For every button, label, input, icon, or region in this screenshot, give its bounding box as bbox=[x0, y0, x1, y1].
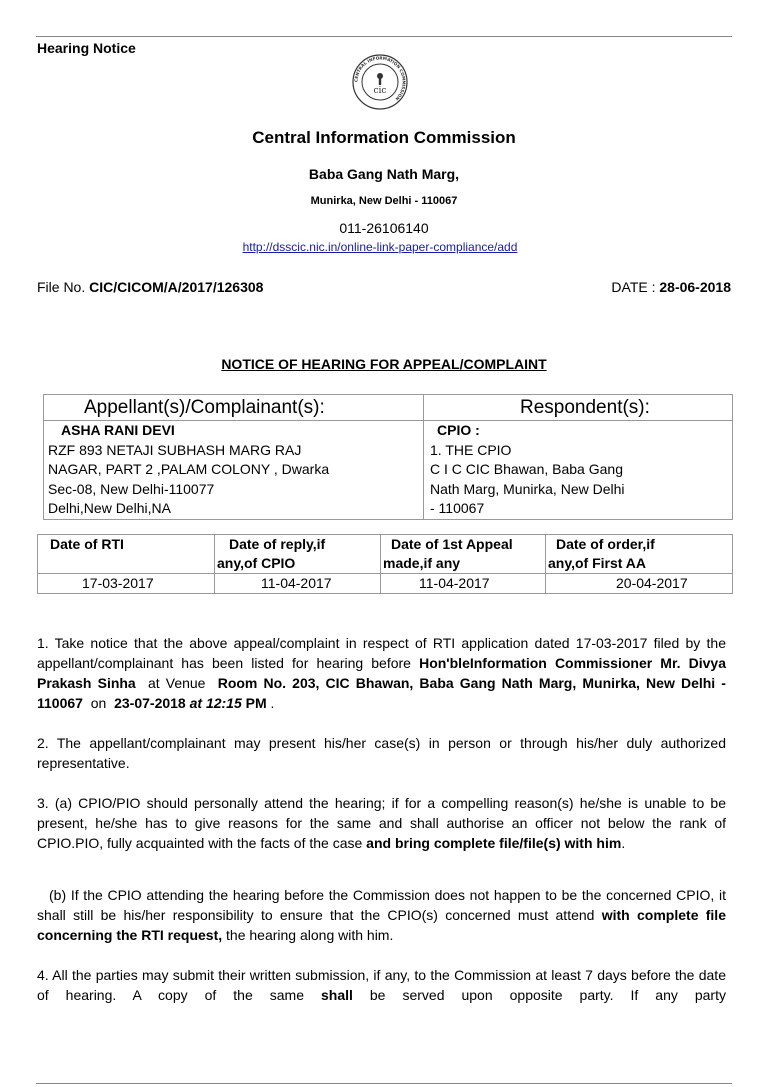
paragraph-2-text: 2. The appellant/complainant may present his/her case(s) in person or through his/her duly authorized representative. bbox=[37, 735, 726, 771]
date-header-text: Date of 1st Appeal bbox=[391, 536, 513, 552]
respondent-header: Respondent(s): bbox=[424, 395, 733, 421]
notice-date: 28-06-2018 bbox=[659, 279, 731, 295]
date-of-order-value: 20-04-2017 bbox=[546, 574, 733, 594]
org-address-line1: Baba Gang Nath Marg, bbox=[308, 166, 460, 182]
org-phone: 011-26106140 bbox=[339, 220, 429, 236]
appellant-header: Appellant(s)/Complainant(s): bbox=[44, 395, 424, 421]
date-of-first-appeal-value: 11-04-2017 bbox=[381, 574, 546, 594]
hearing-venue: Room No. 203, CIC Bhawan, Baba Gang Nath Marg, Munirka, New Delhi - 110067 bbox=[37, 675, 726, 711]
paragraph-1-text: at Venue bbox=[135, 675, 218, 691]
date-header-cell bbox=[38, 535, 215, 574]
paragraph-4-text: be served upon opposite party. If any party bbox=[352, 987, 726, 1003]
paragraph-1-text: 1. Take notice that the above appeal/complaint in respect of RTI application dated 17-03-2017 filed by the appellant/complainant has been listed for hearing before bbox=[37, 635, 726, 671]
date-header-text: made,if any bbox=[383, 555, 461, 571]
appellant-address-line: RZF 893 NETAJI SUBHASH MARG RAJ bbox=[48, 441, 302, 458]
date-header-text: any,of CPIO bbox=[217, 555, 296, 571]
svg-text:CENTRAL INFORMATION COMMISSION: CENTRAL INFORMATION COMMISSION bbox=[353, 55, 407, 102]
paragraph-4-text: 4. All the parties may submit their written submission, if any, to the Commission at least 7 days before the date of hearing. A copy of the same bbox=[37, 967, 726, 1003]
hearing-date: 23-07-2018 bbox=[114, 695, 186, 711]
top-rule bbox=[36, 36, 732, 37]
respondent-address-line: 1. THE CPIO bbox=[430, 441, 512, 458]
notice-title bbox=[0, 356, 768, 372]
date-header-cell bbox=[215, 535, 381, 574]
respondent-address-line: C I C CIC Bhawan, Baba Gang bbox=[430, 461, 623, 477]
paragraph-2 bbox=[37, 733, 726, 773]
date-header-cell bbox=[546, 535, 733, 574]
respondent-address-line: Nath Marg, Munirka, New Delhi bbox=[430, 480, 625, 497]
respondent-cell bbox=[424, 421, 733, 520]
paragraph-1 bbox=[37, 633, 726, 713]
paragraph-3a-text: 3. (a) CPIO/PIO should personally attend the hearing; if for a compelling reason(s) he/she is unable to be present, he/she has to give reasons for the same and shall authorise an officer not below the rank of CPIO.PIO, fully acquainted with the facts of the case bbox=[37, 795, 726, 851]
shall-emphasis: shall bbox=[320, 987, 353, 1003]
paragraph-4 bbox=[37, 965, 726, 1005]
notice-title-text: NOTICE OF HEARING FOR APPEAL/COMPLAINT bbox=[221, 356, 547, 372]
bottom-rule bbox=[36, 1083, 732, 1084]
file-number-row bbox=[37, 279, 263, 295]
paragraph-3b-text: (b) If the CPIO attending the hearing before the Commission does not happen to be the concerned CPIO, it shall still be his/her responsibility to ensure that the CPIO(s) concerned must attend bbox=[37, 887, 726, 923]
commissioner-name: Hon'bleInformation Commissioner Mr. Divya Prakash Sinha bbox=[37, 655, 726, 691]
appellant-address-line: Delhi,New Delhi,NA bbox=[48, 500, 171, 516]
appellant-name: ASHA RANI DEVI bbox=[61, 422, 175, 438]
org-name: Central Information Commission bbox=[252, 128, 516, 147]
hearing-time-meridiem: PM bbox=[245, 695, 267, 711]
date-header-text: any,of First AA bbox=[548, 555, 647, 571]
file-number-label: File No. bbox=[37, 279, 86, 295]
paragraph-3a bbox=[37, 793, 726, 853]
appellant-address-line: NAGAR, PART 2 ,PALAM COLONY , Dwarka bbox=[48, 461, 330, 477]
bring-file-instruction: and bring complete file/file(s) with him bbox=[366, 835, 622, 851]
dates-table bbox=[37, 534, 733, 594]
date-row bbox=[611, 279, 731, 295]
date-header-text: Date of order,if bbox=[556, 536, 655, 552]
date-header-text: Date of reply,if bbox=[229, 536, 326, 552]
date-of-rti-value: 17-03-2017 bbox=[38, 574, 215, 594]
file-number: CIC/CICOM/A/2017/126308 bbox=[89, 279, 264, 295]
paragraph-1-text: on bbox=[82, 695, 115, 711]
compliance-link[interactable]: http://dsscic.nic.in/online-link-paper-compliance/add bbox=[242, 240, 518, 254]
hearing-time: at 12:15 bbox=[189, 695, 242, 711]
org-address-line2: Munirka, New Delhi - 110067 bbox=[310, 195, 458, 207]
paragraph-1-text: . bbox=[266, 695, 275, 711]
cic-seal-logo bbox=[352, 54, 408, 110]
paragraph-3b bbox=[37, 885, 726, 945]
date-header-text: Date of RTI bbox=[50, 536, 124, 552]
org-url-row bbox=[0, 240, 760, 254]
date-of-reply-value: 11-04-2017 bbox=[215, 574, 381, 594]
paragraph-3b-text: the hearing along with him. bbox=[222, 927, 394, 943]
hearing-notice-header: Hearing Notice bbox=[37, 40, 136, 56]
parties-table bbox=[43, 394, 733, 520]
respondent-name: CPIO : bbox=[437, 422, 480, 438]
date-label: DATE : bbox=[611, 279, 656, 295]
appellant-address-line: Sec-08, New Delhi-110077 bbox=[48, 480, 215, 497]
respondent-address-line: - 110067 bbox=[430, 500, 485, 516]
paragraph-3a-text: . bbox=[621, 835, 626, 851]
svg-text:cic: cic bbox=[373, 86, 387, 96]
complete-file-instruction: with complete file concerning the RTI request, bbox=[37, 907, 726, 943]
date-header-cell bbox=[381, 535, 546, 574]
appellant-cell bbox=[44, 421, 424, 520]
